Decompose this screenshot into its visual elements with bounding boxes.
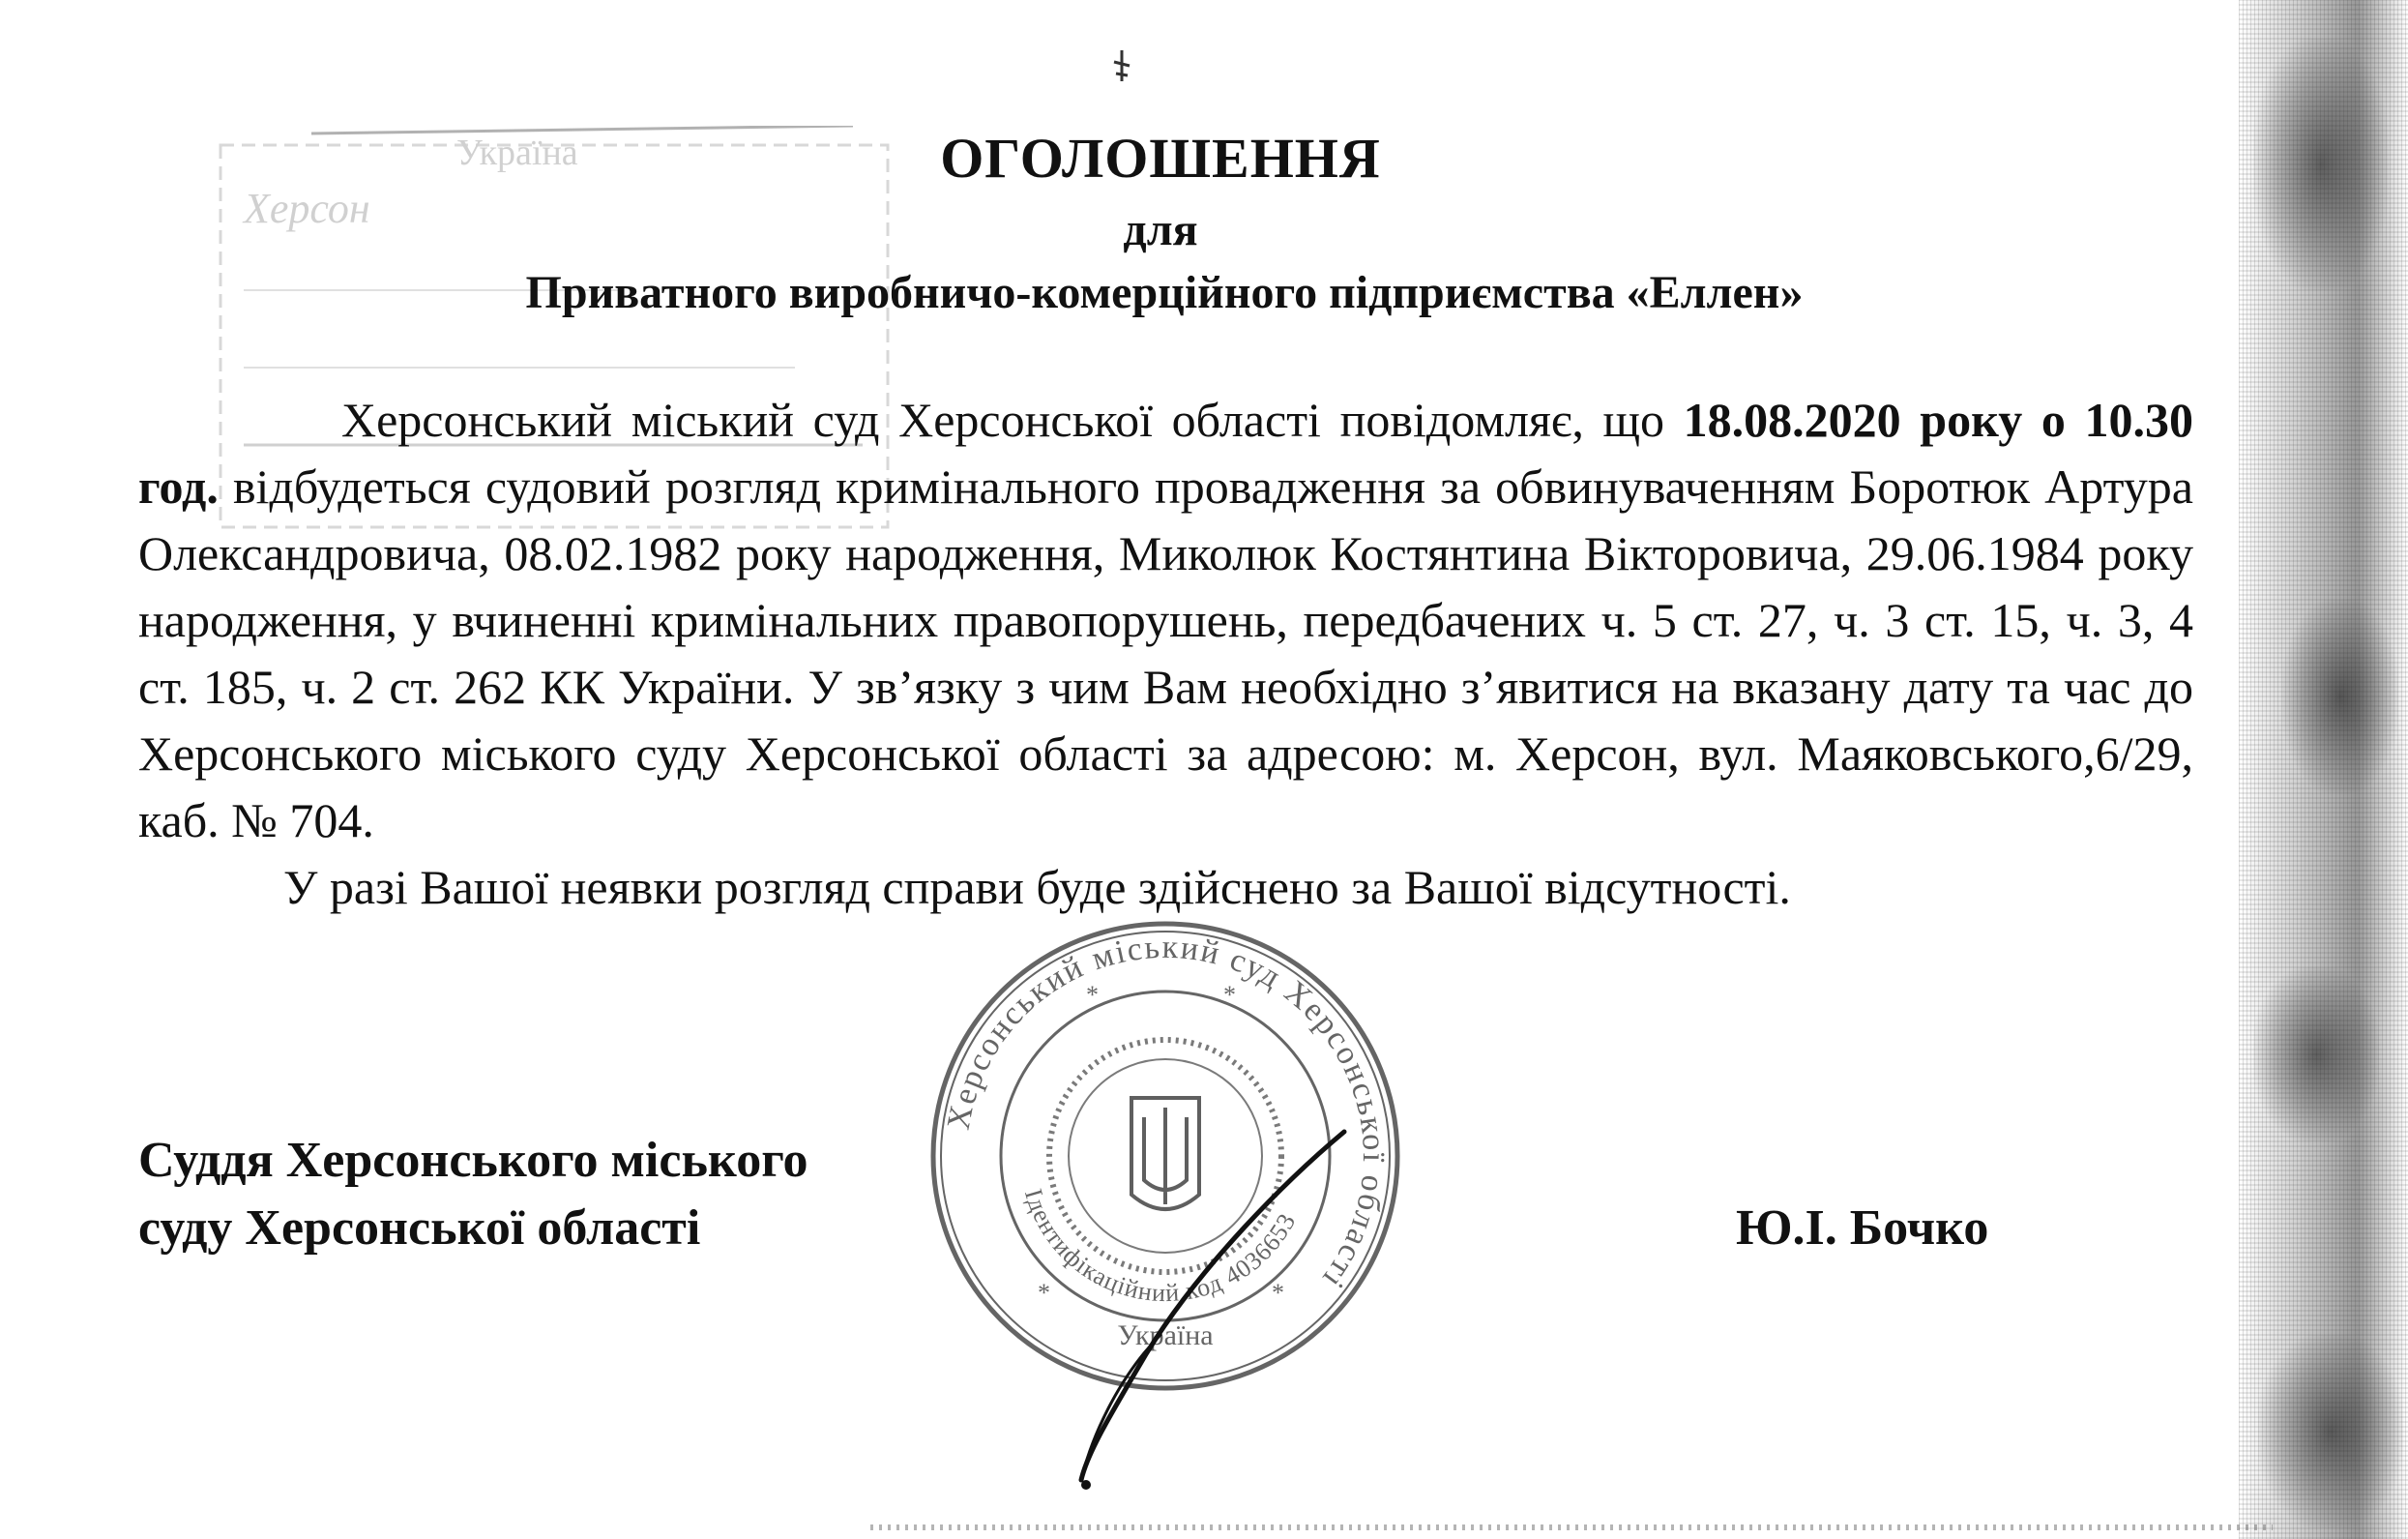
scan-mark-icon [1102,46,1141,85]
scan-blotch [2258,1335,2403,1528]
notice-title: ОГОЛОШЕННЯ [940,127,1381,190]
judge-position [138,1127,808,1262]
notice-body [138,387,2193,921]
scan-bottom-edge [870,1524,2273,1530]
registry-stamp-city: Херсон [244,185,370,232]
registry-stamp-country: Україна [456,133,578,173]
body-text-intro: Херсонський міський суд Херсонської області повідомляє, що [341,393,1684,447]
seal-star-icon: * [1272,1279,1284,1307]
hearing-date-time: 18.08.2020 року о 10.30 год. [138,393,2193,514]
seal-inner-text: Ідентифікаційний код 4036653 [1018,1185,1302,1308]
body-text-details: відбудеться судовий розгляд кримінального провадження за обвинуваченням Боротюк Артура Олександровича, 08.02.1982 року народження, Миколюк Костянтина Вікторовича, 29.06.1984 року народження, у вчиненні кримінальних правопорушень, передбачених ч. 5 ст. 27, ч. 3 ст. 15, ч. 3, 4 ст. 185, ч. 2 ст. 262 КК України. У зв’язку з чим Вам необхідно з’явитися на вказану дату та час до Херсонського міського суду Херсонської області за адресою: м. Херсон, вул. Маяковського,6/29, каб. № 704. [138,459,2193,847]
seal-outer-text: Херсонський міський суд Херсонської області [940,929,1393,1296]
notice-for-word: для [1123,204,1198,255]
judge-name: Ю.І. Бочко [1736,1200,1989,1256]
seal-star-icon: * [1223,981,1236,1009]
judge-position-line-2: суду Херсонської області [138,1200,701,1256]
notice-addressee: Приватного виробничо-комерційного підприємства «Еллен» [525,267,1804,318]
seal-country-text: Україна [1117,1319,1214,1351]
seal-star-icon: * [1038,1279,1050,1307]
judge-position-line-1: Суддя Херсонського міського [138,1133,808,1188]
scan-blotch [2253,967,2379,1141]
body-paragraph-main [138,387,2193,854]
handwritten-signature [1054,1112,1373,1499]
body-paragraph-absence: У разі Вашої неявки розгляд справи буде здійснено за Вашої відсутності. [283,860,1791,914]
seal-star-icon: * [1086,981,1099,1009]
scan-blotch [2282,600,2398,793]
